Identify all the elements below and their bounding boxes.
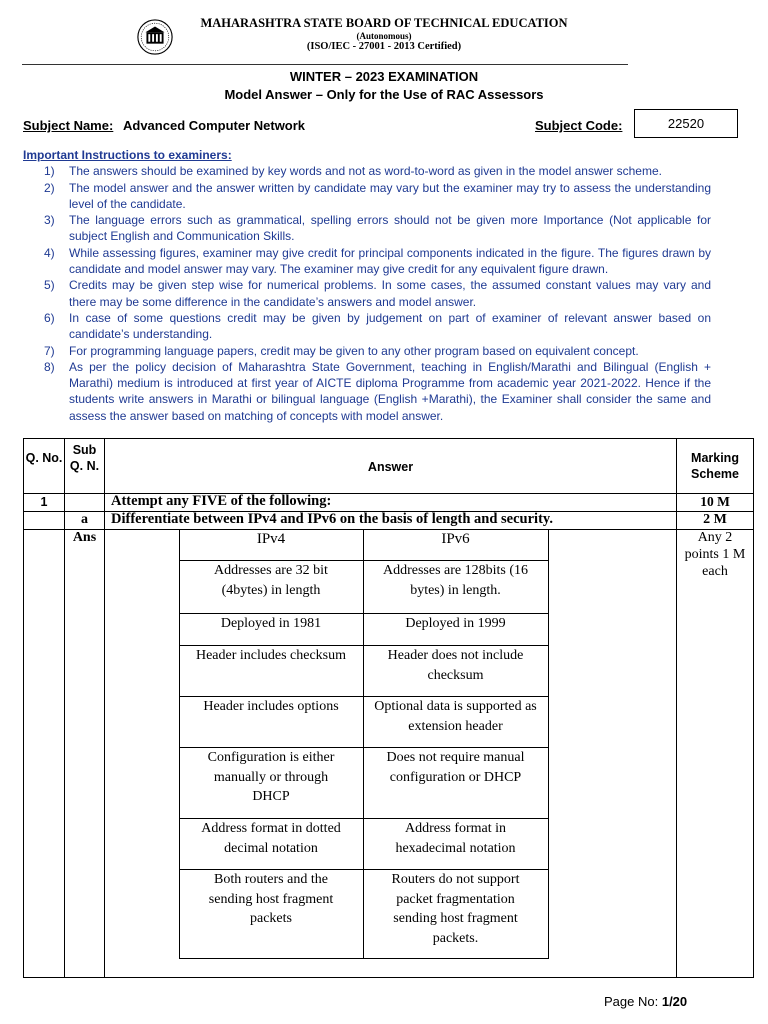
comparison-cell-ipv4: Header includes checksum bbox=[195, 648, 347, 663]
inner-border-bottom bbox=[179, 958, 549, 959]
instruction-item: 2) The model answer and the answer written by candidate may vary but the examiner may try to assess the understanding level of the candidate. bbox=[44, 180, 711, 211]
comparison-cell-ipv6: Routers do not support packet fragmentation sending host fragment packets. bbox=[391, 872, 520, 946]
sub-question-label: a bbox=[81, 512, 88, 527]
comparison-cell-ipv4: Configuration is either manually or through DHCP bbox=[207, 750, 335, 804]
col-header-q-no: Q. No. bbox=[25, 451, 63, 465]
table-border-bottom bbox=[23, 977, 754, 978]
comparison-cell-ipv6: Addresses are 128bits (16 bytes) in length. bbox=[382, 563, 529, 598]
comparison-cell-ipv6: Address format in hexadecimal notation bbox=[395, 821, 516, 856]
comparison-cell-ipv4: Address format in dotted decimal notation bbox=[201, 821, 341, 856]
comparison-cell-ipv6: Optional data is supported as extension header bbox=[374, 699, 537, 734]
instruction-item: 4) While assessing figures, examiner may give credit for principal components indicated in the figure. The figures drawn by candidate and model answer may vary. The examiner may give credit for any equivalent figure drawn. bbox=[44, 245, 711, 277]
instruction-item: 7) For programming language papers, credit may be given to any other program based on equivalent concept. bbox=[44, 343, 639, 358]
board-name: MAHARASHTRA STATE BOARD OF TECHNICAL EDUCATION bbox=[200, 16, 568, 30]
instructions-heading: Important Instructions to examiners: bbox=[23, 148, 232, 162]
comparison-cell-ipv4: Header includes options bbox=[203, 699, 339, 714]
model-answer-subtitle: Model Answer – Only for the Use of RAC Assessors bbox=[224, 87, 544, 102]
page-number-current: 1 bbox=[661, 994, 670, 1009]
comparison-cell-ipv4: Deployed in 1981 bbox=[220, 616, 322, 631]
question-marks: 10 M bbox=[700, 494, 730, 509]
comparison-cell-ipv6: Deployed in 1999 bbox=[405, 616, 506, 631]
subject-code-value: 22520 bbox=[634, 109, 738, 138]
page-number-total: /20 bbox=[669, 994, 688, 1009]
comparison-cell-ipv4: Addresses are 32 bit (4bytes) in length bbox=[214, 563, 328, 598]
answer-label: Ans bbox=[72, 530, 97, 545]
examiner-instructions bbox=[23, 147, 711, 424]
marking-note: Any 2 points 1 M each bbox=[684, 530, 746, 579]
sub-question-text: Differentiate between IPv4 and IPv6 on the basis of length and security. bbox=[111, 511, 553, 527]
inner-border-left bbox=[179, 529, 180, 959]
table-border-right bbox=[753, 438, 754, 978]
col-header-marking: Marking Scheme bbox=[691, 451, 739, 481]
subject-name-label: Subject Name: bbox=[23, 118, 114, 133]
msbte-logo-icon bbox=[136, 18, 174, 56]
comparison-cell-ipv6: Does not require manual configuration or DHCP bbox=[386, 750, 525, 785]
instruction-item: 8) As per the policy decision of Maharashtra State Government, teaching in English/Marathi and Bilingual (English + Marathi) medium is introduced at first year of AICTE diploma Programme from academic year 2021-2022. Hence if the students write answers in Marathi or bilingual language (English +Marathi), the Examiner shall consider the same and assess the answer based on matching of concepts with model answer. bbox=[44, 359, 711, 423]
page-number-label: Page No: bbox=[604, 994, 659, 1009]
autonomous-label: (Autonomous) bbox=[356, 31, 412, 41]
instruction-item: 1) The answers should be examined by key words and not as word-to-word as given in the model answer scheme. bbox=[44, 164, 662, 179]
table-col-divider bbox=[104, 438, 105, 978]
instruction-item: 3) The language errors such as grammatical, spelling errors should not be given more Importance (Not applicable for subject English and Communication Skills. bbox=[44, 213, 711, 244]
subject-code-label: Subject Code: bbox=[535, 118, 623, 133]
inner-border-right bbox=[548, 529, 549, 959]
comparison-cell-ipv6: Header does not include checksum bbox=[387, 648, 524, 683]
inner-col-divider bbox=[363, 529, 364, 959]
table-col-divider bbox=[676, 438, 677, 978]
instruction-item: 5) Credits may be given step wise for numerical problems. In some cases, the assumed constant values may vary and there may be some difference in the candidate’s answers and model answer. bbox=[44, 278, 711, 309]
table-col-divider bbox=[64, 438, 65, 978]
table-border-top bbox=[23, 438, 754, 439]
sub-question-marks: 2 M bbox=[703, 512, 727, 527]
question-text: Attempt any FIVE of the following: bbox=[111, 493, 332, 509]
col-header-answer: Answer bbox=[367, 460, 414, 474]
exam-title: WINTER – 2023 EXAMINATION bbox=[289, 69, 479, 84]
certification-label: (ISO/IEC - 27001 - 2013 Certified) bbox=[306, 41, 462, 52]
page-number bbox=[604, 994, 687, 1009]
comparison-cell-ipv4: Both routers and the sending host fragment packets bbox=[208, 872, 334, 926]
subject-name-value: Advanced Computer Network bbox=[123, 118, 306, 133]
col-header-sub-q: Sub Q. N. bbox=[69, 443, 100, 473]
header-divider bbox=[22, 64, 628, 65]
instruction-item: 6) In case of some questions credit may be given by judgement on part of examiner of relevant answer based on candidate’s understanding. bbox=[44, 310, 711, 342]
instructions-list bbox=[23, 163, 711, 424]
comparison-header-ipv6: IPv6 bbox=[441, 531, 470, 547]
question-number: 1 bbox=[40, 495, 48, 509]
comparison-header-ipv4: IPv4 bbox=[256, 531, 286, 547]
table-border-left bbox=[23, 438, 24, 978]
